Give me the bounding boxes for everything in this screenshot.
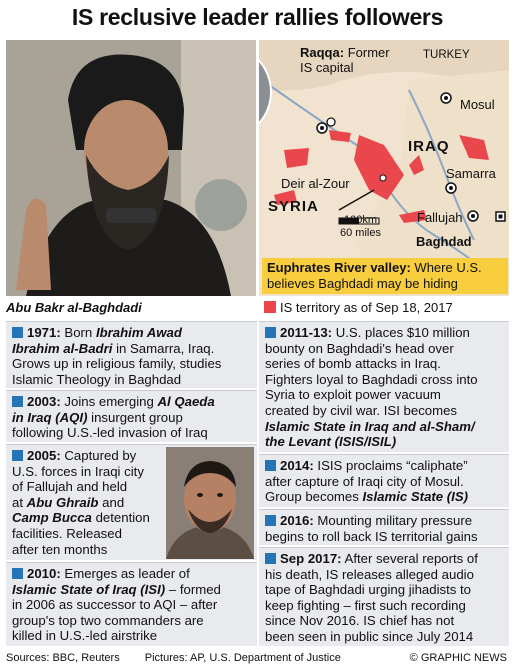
year-2014: 2014: [280, 458, 314, 473]
text-2014-c: Group becomes [265, 489, 359, 505]
bullet-icon [265, 327, 276, 338]
text-2014-a: ISIS proclaims “caliphate” [317, 458, 468, 473]
callout-title: Euphrates River valley: [267, 260, 411, 275]
text-2010-e: killed in U.S.-led airstrike [12, 628, 158, 644]
text-2010-c: in 2006 as successor to AQI – after [12, 597, 218, 613]
name-isis-2: the Levant (ISIS/ISIL) [265, 434, 397, 450]
text-2017-d: keep fighting – first such recording [265, 597, 466, 613]
timeline-2005 [6, 444, 257, 560]
globe-inset [259, 42, 274, 142]
timeline-1971 [6, 321, 257, 388]
bullet-icon [265, 553, 276, 564]
name-isi: Islamic State of Iraq (ISI) [12, 581, 166, 597]
text-2014-b: after capture of Iraqi city of Mosul. [265, 473, 464, 489]
text-2011-b: bounty on Baghdadi's head over [265, 340, 454, 356]
label-fallujah: Fallujah [417, 210, 463, 225]
text-2005-c: of Fallujah and held [12, 479, 128, 495]
timeline-2011-13 [259, 321, 509, 452]
year-2011-13: 2011-13: [280, 325, 333, 340]
text-2011-d: Fighters loyal to Baghdadi cross into [265, 371, 478, 387]
year-2003: 2003: [27, 394, 61, 409]
raqqa-name: Raqqa: [300, 45, 345, 60]
euphrates-callout [262, 258, 508, 294]
credit-text: © GRAPHIC NEWS [409, 652, 507, 664]
text-2011-a: U.S. places $10 million [335, 325, 470, 340]
year-2005: 2005: [27, 448, 61, 463]
name-islamic-state: Islamic State (IS) [362, 489, 469, 505]
text-2003-a: Joins emerging [64, 394, 154, 409]
text-2011-f: created by civil war. ISI becomes [265, 402, 458, 418]
label-deir-al-zour: Deir al-Zour [281, 176, 350, 191]
leader-photo [6, 40, 256, 296]
timeline-2014 [259, 454, 509, 507]
bullet-icon [265, 515, 276, 526]
footer-sources [6, 652, 363, 664]
timeline-2016 [259, 509, 509, 545]
text-2016-b: begins to roll back IS territorial gains [265, 528, 478, 544]
text-2011-e: Syria to exploit power vacuum [265, 387, 441, 403]
mugshot-photo [166, 447, 254, 559]
bullet-icon [265, 460, 276, 471]
raqqa-desc-1: Former [347, 45, 390, 60]
label-syria: SYRIA [268, 198, 319, 215]
text-1971-a: Born [64, 325, 93, 340]
text-2017-c: tape of Baghdadi urging jihadists to [265, 582, 472, 598]
label-turkey: TURKEY [423, 49, 470, 61]
callout-text-1: Where U.S. [414, 260, 482, 275]
text-2010-d: group's top two commanders are [12, 612, 204, 628]
page-title: IS reclusive leader rallies followers [71, 4, 444, 30]
text-1971-c: Grows up in religious family, studies [12, 356, 222, 372]
raqqa-label [300, 45, 390, 75]
label-baghdad: Baghdad [416, 234, 472, 249]
text-2010-a: Emerges as leader of [64, 566, 190, 581]
timeline-2003 [6, 390, 257, 442]
leader-photo-illustration [6, 40, 256, 296]
text-2017-f: been seen in public since July 2014 [265, 628, 474, 644]
text-2017-a: After several reports of [344, 551, 478, 566]
name-camp-bucca: Camp Bucca [12, 510, 92, 526]
label-samarra: Samarra [446, 166, 496, 181]
text-1971-d: Islamic Theology in Baghdad [12, 371, 182, 387]
year-2010: 2010: [27, 566, 61, 581]
text-2005-b: U.S. forces in Iraqi city [12, 463, 144, 479]
label-iraq: IRAQ [408, 138, 450, 155]
is-territory-swatch [264, 301, 276, 313]
name-al-qaeda: Al Qaeda [157, 394, 215, 409]
text-1971-b: in Samarra, Iraq. [116, 340, 215, 356]
name-ibrahim-awad: Ibrahim Awad [95, 325, 182, 340]
name-abu-ghraib: Abu Ghraib [26, 494, 99, 510]
scale-miles: 60 miles [340, 227, 381, 239]
name-isis-1: Islamic State in Iraq and al-Sham/ [265, 418, 475, 434]
text-2005-d: at [12, 494, 23, 510]
text-2010-b: – formed [168, 581, 221, 597]
text-2005-a: Captured by [64, 448, 137, 463]
sources-text: Sources: BBC, Reuters [6, 652, 120, 664]
year-1971: 1971: [27, 325, 61, 340]
timeline-2010 [6, 562, 257, 646]
bullet-icon [12, 568, 23, 579]
text-2003-b: insurgent group [91, 409, 183, 425]
label-mosul: Mosul [460, 97, 495, 112]
map-scale-bar [340, 214, 381, 240]
callout-text-2: believes Baghdadi may be hiding [267, 276, 458, 291]
text-2017-e: since Nov 2016. IS chief has not [265, 613, 455, 629]
bullet-icon [12, 396, 23, 407]
text-2011-c: series of bomb attacks in Iraq. [265, 356, 441, 372]
bullet-icon [12, 327, 23, 338]
year-sep-2017: Sep 2017: [280, 551, 342, 566]
photo-caption: Abu Bakr al-Baghdadi [6, 300, 142, 315]
name-aqi: in Iraq (AQI) [12, 409, 88, 425]
year-2016: 2016: [280, 513, 314, 528]
text-2005-e: detention [95, 510, 150, 526]
text-2005-g: after ten months [12, 541, 108, 557]
text-2017-b: his death, IS releases alleged audio [265, 566, 474, 582]
map-legend [264, 300, 453, 315]
text-2005-and: and [102, 494, 125, 510]
text-2005-f: facilities. Released [12, 525, 122, 541]
raqqa-desc-2: IS capital [300, 60, 354, 75]
bullet-icon [12, 450, 23, 461]
text-2016-a: Mounting military pressure [317, 513, 473, 528]
scale-km: 100km [343, 214, 377, 226]
pictures-text: Pictures: AP, U.S. Department of Justice [144, 652, 341, 664]
legend-label: IS territory as of Sep 18, 2017 [280, 300, 453, 315]
timeline-sep-2017 [259, 547, 509, 646]
name-ibrahim-al-badri: Ibrahim al-Badri [12, 340, 113, 356]
text-2003-c: following U.S.-led invasion of Iraq [12, 425, 208, 441]
